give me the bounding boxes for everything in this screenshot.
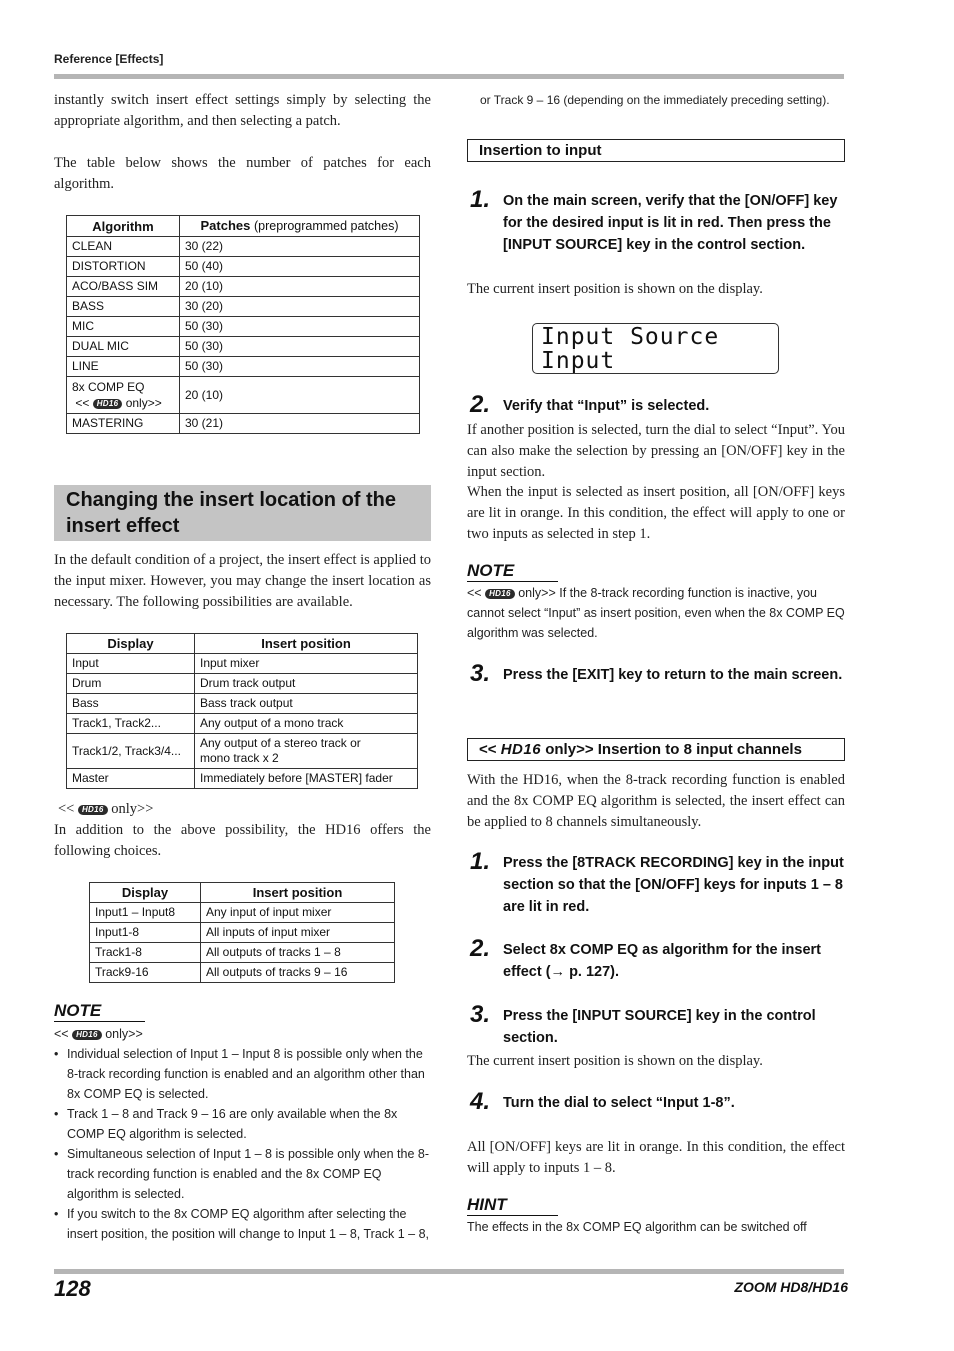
hd16-badge: HD16: [485, 589, 515, 599]
hd16-logo: HD16: [500, 741, 542, 758]
step-text: Press the [EXIT] key to return to the main screen.: [503, 667, 843, 683]
table-row: Input1 – Input8 Any input of input mixer: [90, 903, 395, 923]
table-row: BASS 30 (20): [67, 297, 420, 317]
table-row: Master Immediately before [MASTER] fader: [67, 769, 418, 789]
note-text: << HD16 only>> If the 8-track recording function is inactive, you cannot select “Input” as insert position, even when the 8x COMP EQ algorithm was selected.: [467, 586, 845, 640]
hd16-badge: HD16: [93, 399, 123, 409]
note-label: NOTE: [467, 561, 558, 582]
hint-label: HINT: [467, 1195, 558, 1216]
heading-insertion-to-8-channels: << HD16 only>> Insertion to 8 input channels: [467, 738, 845, 761]
section-paragraph: In the default condition of a project, the insert effect is applied to the input mixer. However, you may change the insert location as necessary. The following possibilities are available.: [54, 552, 432, 610]
final-paragraph: All [ON/OFF] keys are lit in orange. In this condition, the effect will apply to inputs 1 – 8.: [467, 1139, 845, 1176]
step-text: Select 8x COMP EQ as algorithm for the insert effect (→ p. 127).: [503, 942, 822, 980]
list-item: • If you switch to the 8x COMP EQ algorithm after selecting the insert position, the position will change to Input 1 – 8, Track 1 – 8,: [54, 1204, 434, 1244]
hint-text: The effects in the 8x COMP EQ algorithm can be switched off: [467, 1220, 807, 1234]
table-row: CLEAN 30 (22): [67, 237, 420, 257]
step-text: Press the [INPUT SOURCE] key in the control section.: [503, 1008, 816, 1046]
table-header-row: [67, 634, 418, 654]
lcd-line-2: Input: [541, 348, 616, 374]
hd16-badge: HD16: [72, 1030, 102, 1040]
section-heading: Changing the insert location of the insert effect: [54, 485, 431, 541]
table-row: Input Input mixer: [67, 654, 418, 674]
table-row: Drum Drum track output: [67, 674, 418, 694]
table-row: Bass Bass track output: [67, 694, 418, 714]
table-row: DISTORTION 50 (40): [67, 257, 420, 277]
column-header-insert-position: Insert position: [201, 883, 395, 903]
lcd-line-1: Input Source: [541, 324, 720, 350]
table-row: Track1-8 All outputs of tracks 1 – 8: [90, 943, 395, 963]
step-number: 1.: [470, 848, 491, 875]
product-name: ZOOM HD8/HD16: [734, 1279, 848, 1295]
running-header: Reference [Effects]: [54, 52, 164, 66]
step-number: 1.: [470, 186, 491, 213]
heading-insertion-to-input: Insertion to input: [467, 139, 845, 162]
table-row: Track9-16 All outputs of tracks 9 – 16: [90, 963, 395, 983]
step-number: 3.: [470, 660, 491, 687]
table-row: LINE 50 (30): [67, 357, 420, 377]
lcd-display: [532, 323, 779, 374]
step-number: 3.: [470, 1001, 491, 1028]
table-row: Track1/2, Track3/4... Any output of a stereo track or mono track x 2: [67, 734, 418, 769]
step-number: 2.: [470, 935, 491, 962]
heading2-paragraph: With the HD16, when the 8-track recording function is enabled and the 8x COMP EQ algorithm is selected, the insert effect can be applied to 8 channels simultaneously.: [467, 772, 845, 830]
table-header-row: [67, 216, 420, 237]
step-text: Press the [8TRACK RECORDING] key in the input section so that the [ON/OFF] keys for inputs 1 – 8 are lit in red.: [503, 855, 844, 915]
column-header-display: Display: [90, 883, 201, 903]
step-body: When the input is selected as insert position, all [ON/OFF] keys are lit in orange. In this condition, the effect will apply to one or two inputs as selected in step 1.: [467, 484, 845, 542]
header-rule: [54, 74, 844, 79]
patch-table: [66, 215, 420, 434]
intro-paragraph-1: instantly switch insert effect settings simply by selecting the appropriate algorithm, and then selecting a patch.: [54, 92, 431, 129]
step-body: The current insert position is shown on the display.: [467, 1053, 763, 1069]
page-number: 128: [54, 1276, 91, 1301]
column-header-patches: Patches (preprogrammed patches): [180, 216, 420, 237]
table-row: MASTERING 30 (21): [67, 414, 420, 434]
step-text: On the main screen, verify that the [ON/OFF] key for the desired input is lit in red. Then press the [INPUT SOURCE] key in the control section.: [503, 193, 838, 253]
list-item: • Simultaneous selection of Input 1 – 8 is possible only when the 8-track recording function is enabled and the 8x COMP EQ algorithm is selected.: [54, 1144, 434, 1204]
hd16-position-table: [89, 882, 395, 983]
list-item: • Individual selection of Input 1 – Input 8 is possible only when the 8-track recording function is enabled and an algorithm other than 8x COMP EQ is selected.: [54, 1044, 434, 1104]
table-row: 8x COMP EQ << HD16 only>> 20 (10): [67, 377, 420, 414]
step-text: Turn the dial to select “Input 1-8”.: [503, 1095, 735, 1111]
table-row: ACO/BASS SIM 20 (10): [67, 277, 420, 297]
column-header-display: Display: [67, 634, 195, 654]
continuation-text: or Track 9 – 16 (depending on the immediately preceding setting).: [480, 93, 830, 107]
hd16-badge: HD16: [78, 805, 108, 815]
table-row: Track1, Track2... Any output of a mono track: [67, 714, 418, 734]
insert-position-table: [66, 633, 418, 789]
step-body: If another position is selected, turn the dial to select “Input”. You can also make the selection by pressing an [ON/OFF] key in the input section.: [467, 422, 845, 480]
hd16-only-label: << HD16 only>>: [58, 801, 154, 817]
note-hd16-only: << HD16 only>>: [54, 1027, 143, 1041]
step-number: 2.: [470, 391, 491, 418]
column-header-insert-position: Insert position: [195, 634, 418, 654]
hd16-paragraph: In addition to the above possibility, the HD16 offers the following choices.: [54, 822, 431, 859]
step-body: The current insert position is shown on the display.: [467, 281, 763, 297]
intro-paragraph-2: The table below shows the number of patches for each algorithm.: [54, 155, 431, 192]
footer-rule: [54, 1269, 844, 1274]
step-number: 4.: [470, 1088, 491, 1115]
table-header-row: [90, 883, 395, 903]
table-row: MIC 50 (30): [67, 317, 420, 337]
list-item: • Track 1 – 8 and Track 9 – 16 are only available when the 8x COMP EQ algorithm is selected.: [54, 1104, 434, 1144]
column-header-algorithm: Algorithm: [67, 216, 180, 237]
table-row: DUAL MIC 50 (30): [67, 337, 420, 357]
table-row: Input1-8 All inputs of input mixer: [90, 923, 395, 943]
note-label: NOTE: [54, 1001, 145, 1022]
note-bullet-list: [54, 1044, 434, 1244]
step-text: Verify that “Input” is selected.: [503, 398, 710, 414]
